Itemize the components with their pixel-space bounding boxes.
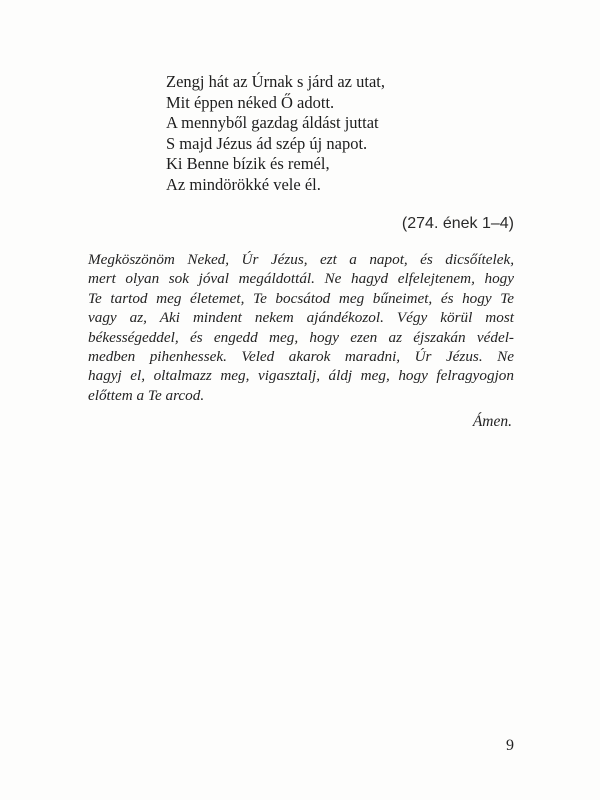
verse-line: Zengj hát az Úrnak s járd az utat, [166, 72, 385, 91]
prayer-line: vagy az, Aki mindent nekem ajándékozol. Végy körül most [88, 309, 514, 327]
prayer-line: hagyj el, oltalmazz meg, vigasztalj, áldj meg, hogy felragyogjon [88, 367, 514, 385]
prayer-text [88, 250, 514, 405]
verse-line: Az mindörökké vele él. [166, 174, 321, 194]
hymn-verse [166, 72, 466, 195]
prayer-line: medben pihenhessek. Veled akarok maradni, Úr Jézus. Ne [88, 348, 514, 366]
prayer-line: Megköszönöm Neked, Úr Jézus, ezt a napot, és dicsőítelek, [88, 251, 514, 268]
prayer-line: mert olyan sok jóval megáldottál. Ne hagyd elfelejtenem, hogy [88, 270, 514, 288]
verse-line: A mennyből gazdag áldást juttat [166, 113, 379, 132]
verse-line: Mit éppen néked Ő adott. [166, 92, 335, 112]
prayer-line: békességeddel, és engedd meg, hogy ezen az éjszakán védel- [88, 328, 514, 346]
prayer-line: Te tartod meg életemet, Te bocsátod meg bűneimet, és hogy Te [88, 289, 514, 307]
verse-line: Ki Benne bízik és remél, [166, 154, 330, 173]
page-number: 9 [506, 737, 514, 754]
hymn-reference: (274. ének 1–4) [401, 215, 514, 232]
prayer-closing: Ámen. [472, 413, 512, 430]
prayer-line: előttem a Te arcod. [88, 386, 205, 404]
verse-line: S majd Jézus ád szép új napot. [166, 133, 368, 153]
